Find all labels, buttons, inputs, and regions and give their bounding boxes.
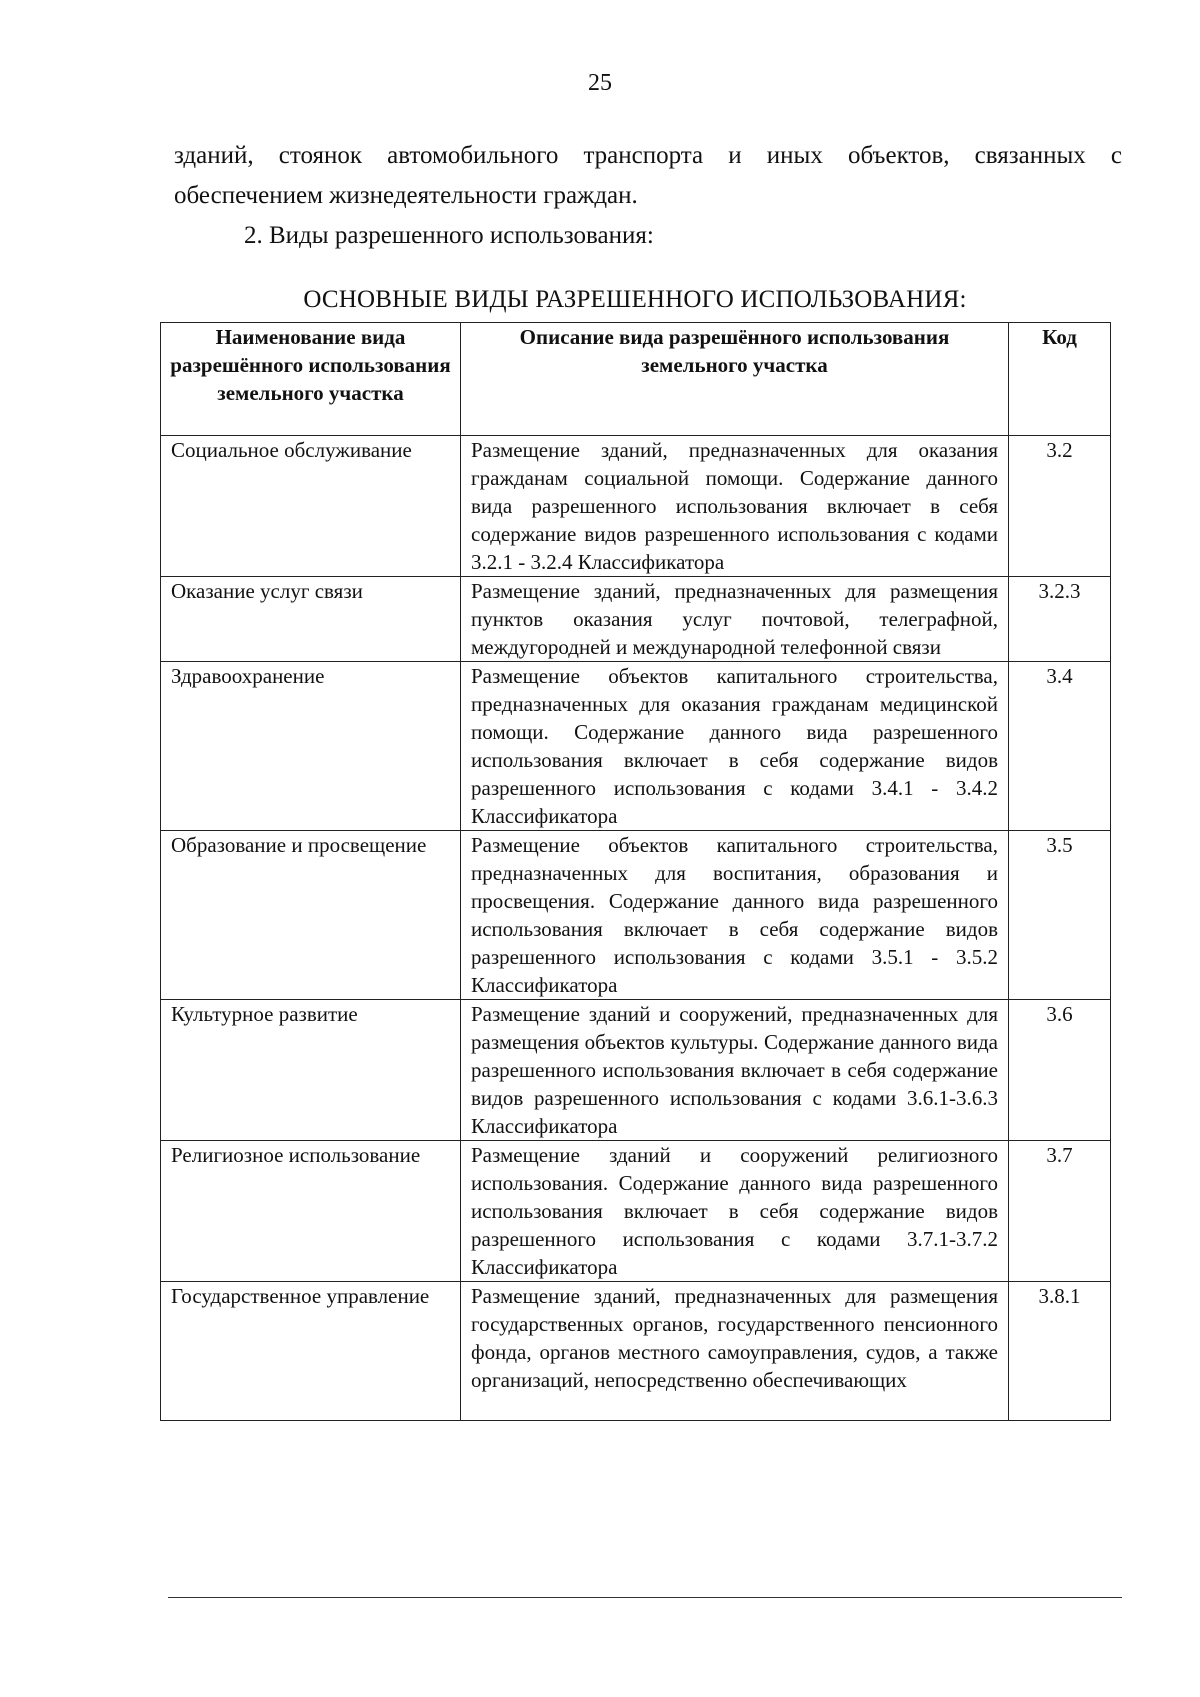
row-description: Размещение зданий и сооружений, предназначенных для размещения объектов культуры. Содержание данного вида разрешенного использования включает в себя содержание видов разрешенного использования с кодами 3.6.1-3.6.3 Классификатора	[461, 1000, 1009, 1141]
table-row	[161, 1141, 1111, 1282]
header-name: Наименование вида разрешённого использования земельного участка	[161, 323, 461, 436]
list-heading: 2. Виды разрешенного использования:	[244, 222, 654, 249]
header-code: Код	[1009, 323, 1111, 436]
table-header-row	[161, 323, 1111, 436]
row-code: 3.2.3	[1009, 577, 1111, 662]
table-row	[161, 1000, 1111, 1141]
row-code: 3.5	[1009, 831, 1111, 1000]
row-name: Культурное развитие	[161, 1000, 461, 1141]
permitted-use-table	[160, 322, 1111, 1421]
intro-paragraph: зданий, стоянок автомобильного транспорта и иных объектов, связанных с обеспечением жизнедеятельности граждан.	[174, 142, 1122, 209]
row-code: 3.6	[1009, 1000, 1111, 1141]
row-name: Государственное управление	[161, 1282, 461, 1421]
row-name: Социальное обслуживание	[161, 436, 461, 577]
row-name: Образование и просвещение	[161, 831, 461, 1000]
table-row	[161, 436, 1111, 577]
row-description: Размещение объектов капитального строительства, предназначенных для воспитания, образования и просвещения. Содержание данного вида разрешенного использования включает в себя содержание видов разрешенного использования с кодами 3.5.1 - 3.5.2 Классификатора	[461, 831, 1009, 1000]
row-code: 3.8.1	[1009, 1282, 1111, 1421]
row-description: Размещение зданий и сооружений религиозного использования. Содержание данного вида разрешенного использования включает в себя содержание видов разрешенного использования с кодами 3.7.1-3.7.2 Классификатора	[461, 1141, 1009, 1282]
row-description: Размещение объектов капитального строительства, предназначенных для оказания гражданам медицинской помощи. Содержание данного вида разрешенного использования включает в себя содержание видов разрешенного использования с кодами 3.4.1 - 3.4.2 Классификатора	[461, 662, 1009, 831]
row-description: Размещение зданий, предназначенных для размещения государственных органов, государственного пенсионного фонда, органов местного самоуправления, судов, а также организаций, непосредственно обеспечивающих	[461, 1282, 1009, 1421]
page-number: 25	[588, 70, 612, 96]
table-row	[161, 662, 1111, 831]
row-code: 3.2	[1009, 436, 1111, 577]
row-description: Размещение зданий, предназначенных для оказания гражданам социальной помощи. Содержание данного вида разрешенного использования включает в себя содержание видов разрешенного использования с кодами 3.2.1 - 3.2.4 Классификатора	[461, 436, 1009, 577]
intro-text	[174, 136, 1122, 256]
row-name: Оказание услуг связи	[161, 577, 461, 662]
row-description: Размещение зданий, предназначенных для размещения пунктов оказания услуг почтовой, телеграфной, междугородней и международной телефонной связи	[461, 577, 1009, 662]
row-code: 3.4	[1009, 662, 1111, 831]
table-title: ОСНОВНЫЕ ВИДЫ РАЗРЕШЕННОГО ИСПОЛЬЗОВАНИЯ:	[303, 286, 967, 313]
table-row	[161, 577, 1111, 662]
row-name: Здравоохранение	[161, 662, 461, 831]
header-description: Описание вида разрешённого использования земельного участка	[461, 323, 1009, 436]
table-row	[161, 1282, 1111, 1421]
row-name: Религиозное использование	[161, 1141, 461, 1282]
footer-divider	[168, 1597, 1122, 1598]
row-code: 3.7	[1009, 1141, 1111, 1282]
table-row	[161, 831, 1111, 1000]
